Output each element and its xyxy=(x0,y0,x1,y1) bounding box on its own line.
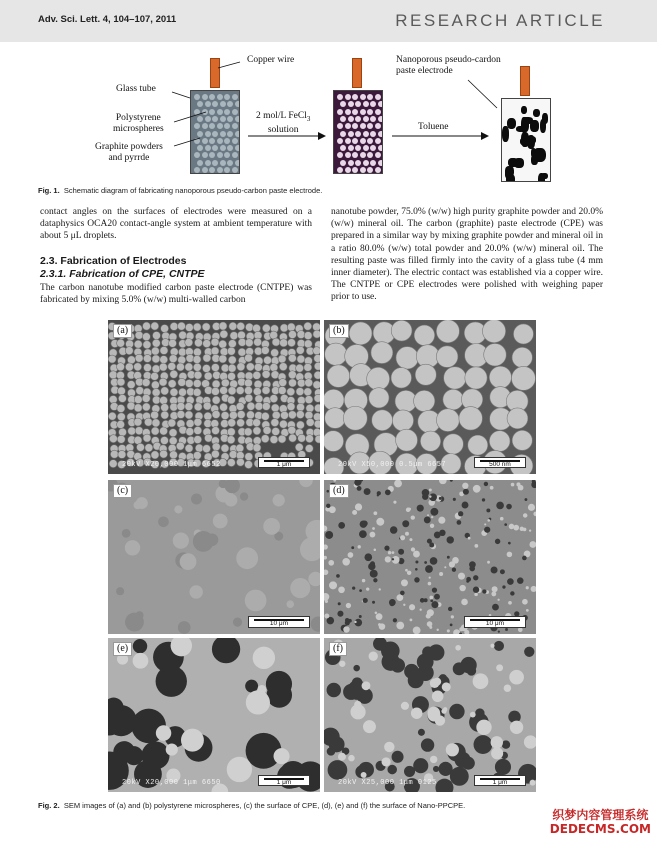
left-col-paragraph-1: contact angles on the surfaces of electrodes were measured on a dataphysics OCA20 contact-angle system at ambient temperature with about 5 μL droplets. xyxy=(40,207,312,242)
arrow-nanoporous xyxy=(468,80,497,108)
sem-info-e: 20kV X20,000 1μm 6650 xyxy=(122,779,221,787)
sem-panel-e xyxy=(108,638,320,792)
label-fecl3 xyxy=(256,111,310,136)
label-nanoporous-line1: Nanoporous pseudo-cardon xyxy=(396,55,501,65)
journal-reference: Adv. Sci. Lett. 4, 104–107, 2011 xyxy=(38,14,177,25)
right-column xyxy=(331,206,603,304)
panel-letter-a: (a) xyxy=(113,324,132,338)
left-col-paragraph-2: The carbon nanotube modified carbon paste electrode (CNTPE) was fabricated by mixing 5.0% (w/w) multi-walled carbon xyxy=(40,283,312,306)
schematic-arrows xyxy=(0,42,657,187)
panel-letter-b: (b) xyxy=(329,324,349,338)
panel-letter-c: (c) xyxy=(113,484,132,498)
label-fecl3-line1 xyxy=(256,111,310,125)
arrow-glass-tube xyxy=(172,92,190,98)
panel-letter-d: (d) xyxy=(329,484,349,498)
label-fecl3-line2: solution xyxy=(267,124,299,135)
sem-info-a: 20kV X20,000 1μm 6652 xyxy=(122,461,221,469)
label-graphite-line2: and pyrrde xyxy=(108,153,150,163)
sem-texture xyxy=(108,320,320,474)
scale-label-d: 10 μm xyxy=(485,620,505,627)
panel-letter-f: (f) xyxy=(329,642,347,656)
scale-bar-c xyxy=(248,616,310,628)
scale-label-b: 500 nm xyxy=(489,461,511,468)
scale-label-c: 10 μm xyxy=(269,620,289,627)
watermark-line-2: DEDECMS.COM xyxy=(549,822,651,836)
figure-2-caption xyxy=(38,801,465,810)
scale-label-f: 1 μm xyxy=(492,779,508,786)
label-nanoporous-line2: paste electrode xyxy=(396,66,453,76)
figure-1-schematic xyxy=(0,42,657,187)
figure-1-caption-label: Fig. 1. xyxy=(38,186,60,195)
sem-panel-f xyxy=(324,638,536,792)
scale-bar-d xyxy=(464,616,526,628)
left-column xyxy=(40,206,312,306)
label-polystyrene-line1: Polystyrene xyxy=(115,113,161,123)
label-fecl3-subscript: 3 xyxy=(306,114,311,123)
sem-panel-a xyxy=(108,320,320,474)
figure-2-caption-label: Fig. 2. xyxy=(38,801,60,810)
site-watermark xyxy=(550,808,651,836)
label-nanoporous xyxy=(396,55,501,77)
arrow-graphite xyxy=(174,138,200,146)
running-header xyxy=(0,0,657,42)
figure-2-sem-grid xyxy=(108,320,536,792)
sem-texture xyxy=(108,638,320,792)
figure-1-caption xyxy=(38,186,322,195)
sem-texture xyxy=(108,480,320,634)
label-graphite xyxy=(95,142,163,164)
label-glass-tube: Glass tube xyxy=(116,84,156,94)
sem-panel-b xyxy=(324,320,536,474)
scale-bar-e xyxy=(258,775,310,786)
sem-texture xyxy=(324,638,536,792)
scale-label-e: 1 μm xyxy=(276,779,292,786)
label-toluene: Toluene xyxy=(418,122,449,132)
label-polystyrene-line2: microspheres xyxy=(113,124,164,134)
right-col-paragraph-1: nanotube powder, 75.0% (w/w) high purity graphite powder and 20.0% (w/w) mineral oil. The carbon (graphite) paste electrode (CPE) was prepared in a similar way by mixing graphite powder and mineral oil in a ratio 80.0% (w/w) total powder and 20.0% (w/w) mineral oil. The resulting paste was filled firmly into the cavity of a glass tube (4 mm inner diameter). The electric contact was established via a copper wire. The CNTPE or CPE electrodes were polished with weighing paper prior to use. xyxy=(331,207,603,303)
scale-bar-b xyxy=(474,457,526,468)
label-copper-wire: Copper wire xyxy=(247,55,295,65)
heading-2-3-1: 2.3.1. Fabrication of CPE, CNTPE xyxy=(40,267,205,280)
sem-panel-d xyxy=(324,480,536,634)
label-polystyrene xyxy=(113,113,164,135)
sem-info-f: 20kV X25,000 1μm 0125 xyxy=(338,779,437,787)
sem-texture xyxy=(324,320,536,474)
scale-label-a: 1 μm xyxy=(276,461,292,468)
scale-bar-a xyxy=(258,457,310,468)
watermark-line-1: 织梦内容管理系统 xyxy=(552,808,649,822)
scale-bar-f xyxy=(474,775,526,786)
label-graphite-line1: Graphite powders xyxy=(95,142,163,152)
section-label: RESEARCH ARTICLE xyxy=(395,11,605,30)
figure-1-caption-text: Schematic diagram of fabricating nanoporous pseudo-carbon paste electrode. xyxy=(63,186,323,195)
figure-2-caption-text: SEM images of (a) and (b) polystyrene microspheres, (c) the surface of CPE, (d), (e) and (f) the surface of Nano-PPCPE. xyxy=(63,801,466,810)
sem-texture xyxy=(324,480,536,634)
label-fecl3-text: 2 mol/L FeCl xyxy=(256,111,307,121)
panel-letter-e: (e) xyxy=(113,642,132,656)
arrow-microspheres xyxy=(174,112,206,122)
arrow-copper-wire xyxy=(218,62,240,68)
heading-2-3: 2.3. Fabrication of Electrodes xyxy=(40,254,187,267)
sem-panel-c xyxy=(108,480,320,634)
sem-info-b: 20kV X50,000 0.5μm 6657 xyxy=(338,461,447,469)
